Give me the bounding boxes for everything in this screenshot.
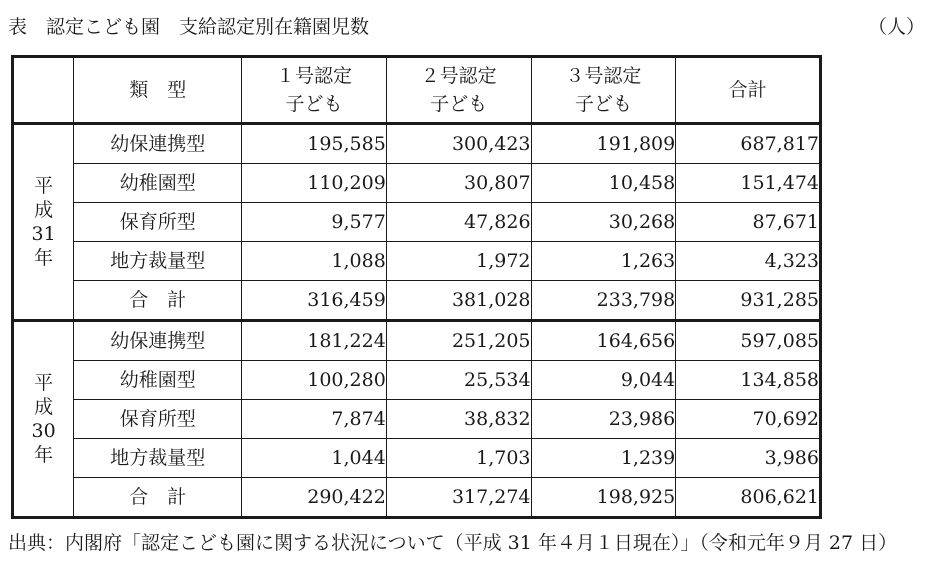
num-cell-type1: 9,577: [242, 203, 387, 242]
era-label: 平 成 31 年: [13, 124, 74, 321]
num-cell-type1: 290,422: [242, 478, 387, 518]
type-cell: 地方裁量型: [74, 439, 242, 478]
num-cell-type1: 195,585: [242, 124, 387, 164]
num-cell-type2: 30,807: [386, 164, 531, 203]
num-cell-type1: 100,280: [242, 361, 387, 400]
header-type2: ２号認定 子ども: [386, 57, 531, 124]
table-row: [13, 321, 821, 361]
table-row: [13, 361, 821, 400]
num-cell-type1: 7,874: [242, 400, 387, 439]
num-cell-type3: 233,798: [531, 281, 676, 321]
num-cell-total: 87,671: [676, 203, 821, 242]
num-cell-type3: 30,268: [531, 203, 676, 242]
header-type1: １号認定 子ども: [242, 57, 387, 124]
table-title: 表 認定こども園 支給認定別在籍園児数: [8, 16, 370, 38]
num-cell-type2: 251,205: [386, 321, 531, 361]
num-cell-type2: 1,703: [386, 439, 531, 478]
num-cell-type3: 1,239: [531, 439, 676, 478]
type-cell: 合 計: [74, 281, 242, 321]
table-row: [13, 400, 821, 439]
type-cell: 幼保連携型: [74, 321, 242, 361]
table-row: [13, 164, 821, 203]
unit-label: （人）: [867, 16, 925, 38]
type-cell: 合 計: [74, 478, 242, 518]
num-cell-type3: 23,986: [531, 400, 676, 439]
header-total: 合計: [676, 57, 821, 124]
num-cell-total: 151,474: [676, 164, 821, 203]
num-cell-type1: 1,088: [242, 242, 387, 281]
num-cell-type3: 191,809: [531, 124, 676, 164]
type-cell: 保育所型: [74, 400, 242, 439]
type-cell: 幼稚園型: [74, 361, 242, 400]
table-caption: [8, 12, 933, 42]
num-cell-total: 806,621: [676, 478, 821, 518]
num-cell-type2: 25,534: [386, 361, 531, 400]
type-cell: 地方裁量型: [74, 242, 242, 281]
num-cell-type3: 9,044: [531, 361, 676, 400]
enrollment-table: [11, 55, 822, 519]
num-cell-type2: 38,832: [386, 400, 531, 439]
num-cell-type1: 316,459: [242, 281, 387, 321]
num-cell-total: 4,323: [676, 242, 821, 281]
table-row: [13, 439, 821, 478]
header-row: [13, 57, 821, 124]
num-cell-type3: 164,656: [531, 321, 676, 361]
header-corner: [13, 57, 74, 124]
num-cell-type3: 1,263: [531, 242, 676, 281]
num-cell-total: 3,986: [676, 439, 821, 478]
table-row: [13, 478, 821, 518]
num-cell-type3: 198,925: [531, 478, 676, 518]
num-cell-total: 70,692: [676, 400, 821, 439]
type-cell: 幼保連携型: [74, 124, 242, 164]
table-row: [13, 242, 821, 281]
num-cell-total: 134,858: [676, 361, 821, 400]
header-type3: ３号認定 子ども: [531, 57, 676, 124]
num-cell-type2: 1,972: [386, 242, 531, 281]
header-type: 類 型: [74, 57, 242, 124]
num-cell-total: 687,817: [676, 124, 821, 164]
table-row: [13, 203, 821, 242]
num-cell-type2: 317,274: [386, 478, 531, 518]
num-cell-type1: 1,044: [242, 439, 387, 478]
num-cell-type3: 10,458: [531, 164, 676, 203]
num-cell-type2: 47,826: [386, 203, 531, 242]
num-cell-total: 597,085: [676, 321, 821, 361]
num-cell-type1: 110,209: [242, 164, 387, 203]
type-cell: 保育所型: [74, 203, 242, 242]
num-cell-type2: 300,423: [386, 124, 531, 164]
table-row: [13, 281, 821, 321]
type-cell: 幼稚園型: [74, 164, 242, 203]
table-row: [13, 124, 821, 164]
num-cell-total: 931,285: [676, 281, 821, 321]
num-cell-type2: 381,028: [386, 281, 531, 321]
source-note: 出典：内閣府「認定こども園に関する状況について（平成 31 年４月１日現在）」（令和元年９月 27 日）: [8, 532, 898, 554]
num-cell-type1: 181,224: [242, 321, 387, 361]
era-label: 平 成 30 年: [13, 321, 74, 518]
